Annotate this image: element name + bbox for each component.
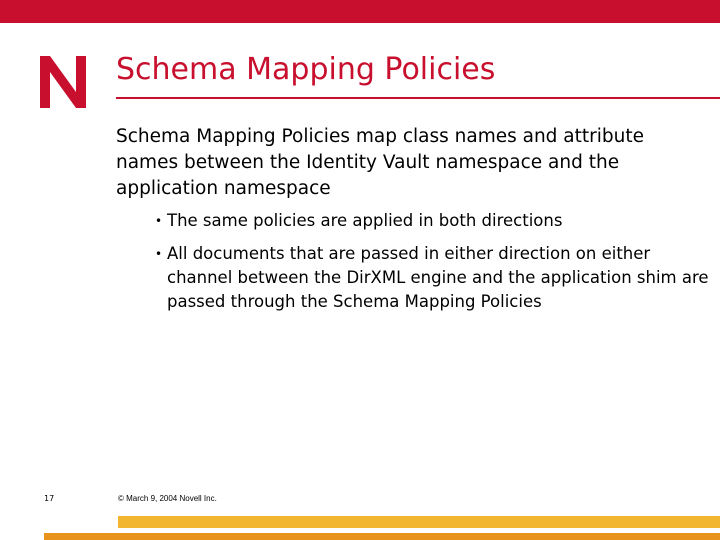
- bullet-list: [155, 209, 712, 323]
- title-divider: [116, 97, 720, 99]
- footer-orange-bar: [44, 533, 720, 540]
- bullet-icon: •: [155, 214, 163, 228]
- novell-n-logo-icon: [40, 56, 86, 108]
- bullet-text: The same policies are applied in both directions: [167, 211, 563, 230]
- page-number: 17: [44, 494, 55, 503]
- list-item: [155, 242, 712, 314]
- body-paragraph: Schema Mapping Policies map class names and attribute names between the Identity Vault namespace and the application namespace: [116, 126, 644, 199]
- top-brand-band: [0, 0, 720, 23]
- bullet-text: All documents that are passed in either direction on either channel between the DirXML engine and the application shim are passed through the Schema Mapping Policies: [167, 244, 709, 311]
- list-item: [155, 209, 712, 233]
- slide-title: Schema Mapping Policies: [116, 52, 496, 87]
- bullet-icon: •: [155, 247, 163, 261]
- footer-gold-bar: [118, 516, 720, 528]
- copyright-notice: © March 9, 2004 Novell Inc.: [118, 494, 217, 503]
